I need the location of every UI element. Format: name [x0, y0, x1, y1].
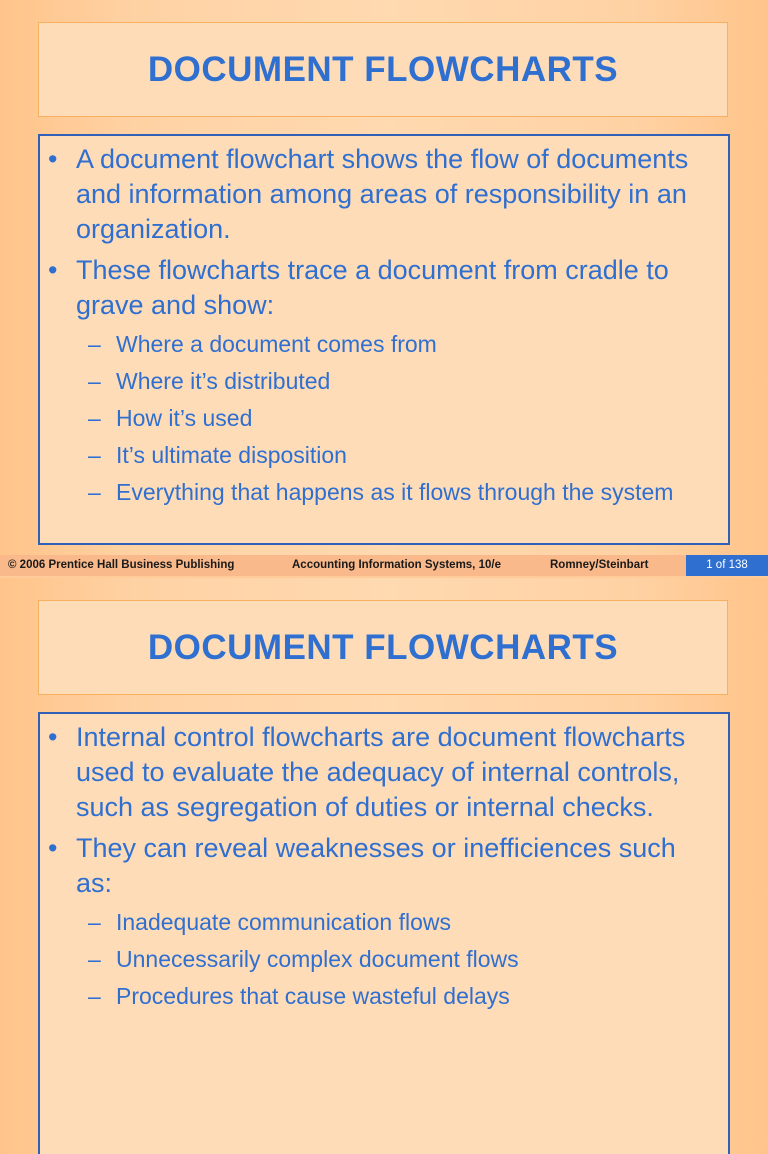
bullet-text: They can reveal weaknesses or inefficiences such as:: [76, 833, 676, 898]
bullet-dot-icon: •: [48, 144, 58, 174]
slide-1: [0, 0, 768, 576]
bullet-text: These flowcharts trace a document from cradle to grave and show:: [76, 255, 669, 320]
bullet-dot-icon: •: [48, 722, 58, 752]
dash-icon: –: [88, 405, 101, 431]
sub-bullet-text: Unnecessarily complex document flows: [116, 946, 519, 972]
sub-bullet-item: [46, 477, 718, 507]
footer-book-title: Accounting Information Systems, 10/e: [292, 559, 501, 571]
dash-icon: –: [88, 983, 101, 1009]
bullet-item: [46, 142, 718, 247]
dash-icon: –: [88, 479, 101, 505]
dash-icon: –: [88, 368, 101, 394]
slide-body-box: [38, 712, 730, 1154]
sub-bullet-list: [46, 907, 718, 1011]
sub-bullet-item: [46, 981, 718, 1011]
footer-authors: Romney/Steinbart: [550, 559, 649, 571]
slide-title: DOCUMENT FLOWCHARTS: [147, 627, 619, 667]
sub-bullet-text: Where a document comes from: [116, 331, 437, 357]
sub-bullet-item: [46, 329, 718, 359]
slide-2: [0, 578, 768, 1154]
sub-bullet-text: It’s ultimate disposition: [116, 442, 347, 468]
slide-body-box: [38, 134, 730, 545]
dash-icon: –: [88, 946, 101, 972]
slide-title-box: [38, 600, 728, 695]
sub-bullet-item: [46, 403, 718, 433]
sub-bullet-list: [46, 329, 718, 507]
footer-copyright: © 2006 Prentice Hall Business Publishing: [8, 559, 235, 571]
slide-footer: [0, 555, 768, 576]
sub-bullet-item: [46, 944, 718, 974]
bullet-item: [46, 720, 718, 825]
sub-bullet-text: Procedures that cause wasteful delays: [116, 983, 510, 1009]
sub-bullet-text: Everything that happens as it flows through the system: [116, 479, 674, 505]
sub-bullet-text: Where it’s distributed: [116, 368, 331, 394]
bullet-list: [46, 720, 718, 901]
dash-icon: –: [88, 442, 101, 468]
bullet-item: [46, 253, 718, 323]
sub-bullet-text: Inadequate communication flows: [116, 909, 451, 935]
slide-title-box: [38, 22, 728, 117]
footer-page-number: 1 of 138: [686, 555, 768, 576]
bullet-list: [46, 142, 718, 323]
bullet-text: Internal control flowcharts are document flowcharts used to evaluate the adequacy of internal controls, such as segregation of duties or internal checks.: [76, 722, 686, 822]
bullet-dot-icon: •: [48, 833, 58, 863]
bullet-text: A document flowchart shows the flow of documents and information among areas of responsibility in an organization.: [76, 144, 689, 244]
sub-bullet-item: [46, 907, 718, 937]
bullet-dot-icon: •: [48, 255, 58, 285]
sub-bullet-text: How it’s used: [116, 405, 253, 431]
dash-icon: –: [88, 909, 101, 935]
sub-bullet-item: [46, 440, 718, 470]
dash-icon: –: [88, 331, 101, 357]
slide-title: DOCUMENT FLOWCHARTS: [147, 49, 619, 89]
bullet-item: [46, 831, 718, 901]
sub-bullet-item: [46, 366, 718, 396]
